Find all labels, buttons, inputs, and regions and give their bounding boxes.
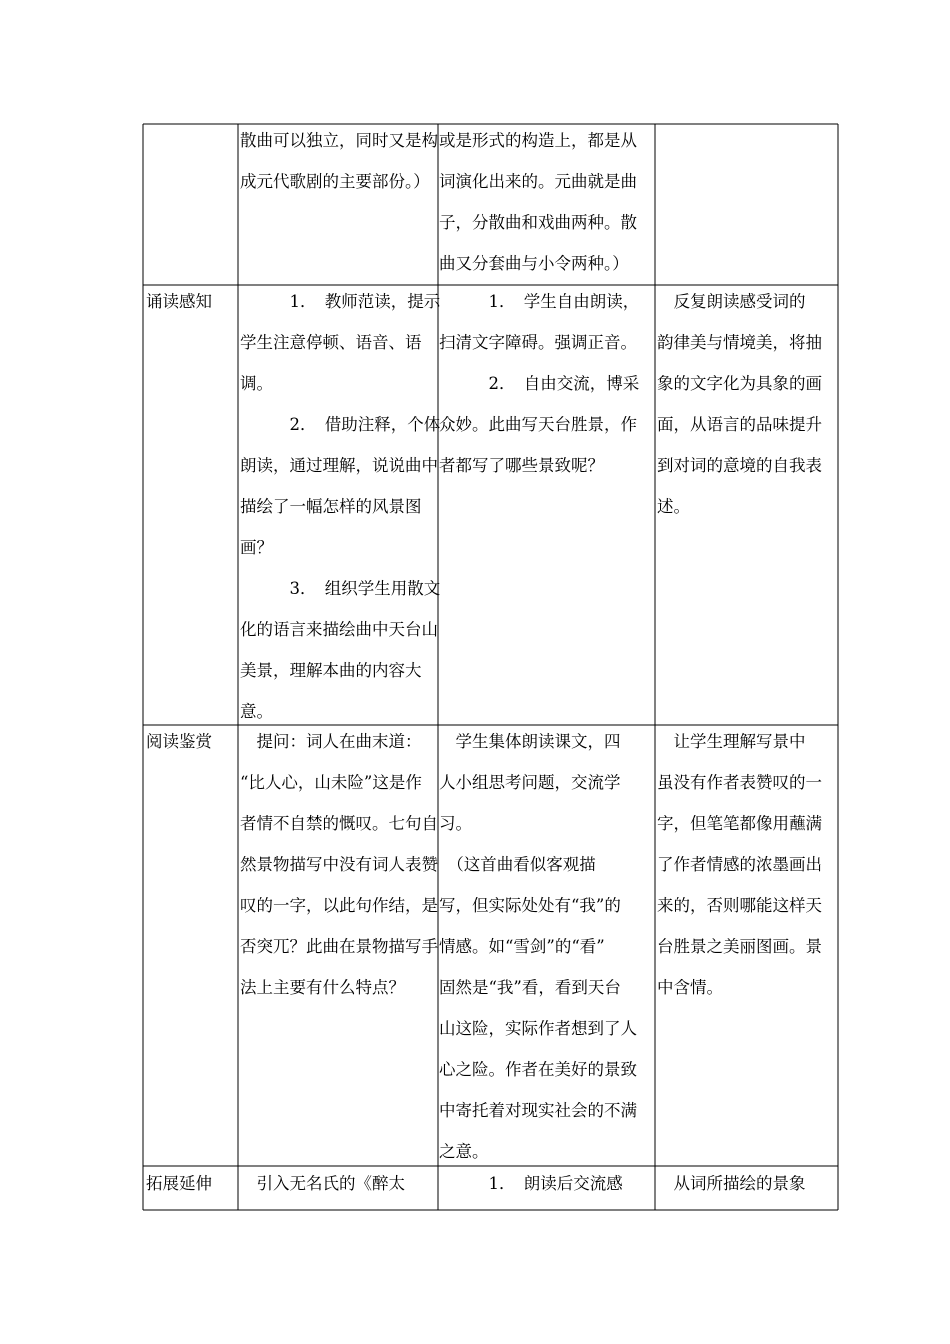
text-line: 写，但实际处处有“我”的: [439, 896, 621, 915]
table-cell-row0-col3: [439, 120, 637, 284]
text-line: 众妙。此曲写天台胜景，作: [439, 415, 637, 434]
table-cell-row0-col2: [240, 120, 438, 202]
text-line: （这首曲看似客观描: [439, 855, 596, 874]
text-line: 3． 组织学生用散文: [273, 579, 441, 598]
table-cell-row3-col4: [657, 1163, 806, 1204]
text-line: 固然是“我”看，看到天台: [439, 978, 621, 997]
text-line: 化的语言来描绘曲中天台山: [240, 620, 438, 639]
text-line: 人小组思考问题，交流学: [439, 773, 621, 792]
text-line: 成元代歌剧的主要部份。）: [240, 172, 430, 191]
text-line: 了作者情感的浓墨画出: [657, 855, 822, 874]
text-line: 虽没有作者表赞叹的一: [657, 773, 822, 792]
text-line: 子，分散曲和戏曲两种。散: [439, 213, 637, 232]
table-cell-row2-label: [146, 721, 212, 762]
table-cell-row1-col4: [657, 281, 822, 527]
row-label: 拓展延伸: [146, 1174, 212, 1193]
table-cell-row3-label: [146, 1163, 212, 1204]
text-line: 2． 借助注释，个体: [273, 415, 441, 434]
text-line: 到对词的意境的自我表: [657, 456, 822, 475]
text-line: 学生集体朗读课文，四: [439, 732, 621, 751]
row-label: 诵读感知: [146, 292, 212, 311]
text-line: 中含情。: [657, 978, 723, 997]
text-line: 之意。: [439, 1142, 489, 1161]
text-line: 散曲可以独立，同时又是构: [240, 131, 438, 150]
table-cell-row2-col2: [240, 721, 438, 1008]
text-line: 面，从语言的品味提升: [657, 415, 822, 434]
row-label: 阅读鉴赏: [146, 732, 212, 751]
text-line: 描绘了一幅怎样的风景图: [240, 497, 422, 516]
text-line: 词演化出来的。元曲就是曲: [439, 172, 637, 191]
text-line: 韵律美与情境美，将抽: [657, 333, 822, 352]
text-line: 述。: [657, 497, 690, 516]
text-line: 或是形式的构造上，都是从: [439, 131, 637, 150]
text-line: 象的文字化为具象的画: [657, 374, 822, 393]
text-line: 叹的一字，以此句作结，是: [240, 896, 438, 915]
text-line: 2． 自由交流，博采: [472, 374, 640, 393]
text-line: 反复朗读感受词的: [657, 292, 806, 311]
table-cell-row1-col3: [439, 281, 639, 486]
text-line: 扫清文字障碍。强调正音。: [439, 333, 637, 352]
text-line: 台胜景之美丽图画。景: [657, 937, 822, 956]
text-line: 字，但笔笔都像用蘸满: [657, 814, 822, 833]
text-line: 1． 学生自由朗读，: [472, 292, 640, 311]
text-line: 然景物描写中没有词人表赞: [240, 855, 438, 874]
text-line: 山这险，实际作者想到了人: [439, 1019, 637, 1038]
text-line: 来的，否则哪能这样天: [657, 896, 822, 915]
table-cell-row1-label: [146, 281, 212, 322]
text-line: 美景，理解本曲的内容大: [240, 661, 422, 680]
text-line: 让学生理解写景中: [657, 732, 806, 751]
text-line: 中寄托着对现实社会的不满: [439, 1101, 637, 1120]
table-cell-row3-col2: [240, 1163, 405, 1204]
text-line: 习。: [439, 814, 472, 833]
table-cell-row1-col2: [240, 281, 440, 732]
text-line: “比人心，山未险”这是作: [240, 773, 422, 792]
text-line: 引入无名氏的《醉太: [240, 1174, 405, 1193]
text-line: 法上主要有什么特点？: [240, 978, 405, 997]
text-line: 提问：词人在曲末道：: [240, 732, 422, 751]
text-line: 学生注意停顿、语音、语: [240, 333, 422, 352]
text-line: 1． 教师范读，提示: [273, 292, 441, 311]
text-line: 心之险。作者在美好的景致: [439, 1060, 637, 1079]
text-line: 调。: [240, 374, 273, 393]
text-line: 意。: [240, 702, 273, 721]
text-line: 画？: [240, 538, 273, 557]
text-line: 否突兀？此曲在景物描写手: [240, 937, 438, 956]
table-cell-row3-col3: [439, 1163, 623, 1204]
table-cell-row2-col3: [439, 721, 637, 1172]
text-line: 者都写了哪些景致呢？: [439, 456, 604, 475]
text-line: 曲又分套曲与小令两种。）: [439, 254, 629, 273]
text-line: 者情不自禁的慨叹。七句自: [240, 814, 438, 833]
text-line: 从词所描绘的景象: [657, 1174, 806, 1193]
text-line: 朗读，通过理解，说说曲中: [240, 456, 438, 475]
text-line: 情感。如“雪剑”的“看”: [439, 937, 605, 956]
text-line: 1． 朗读后交流感: [472, 1174, 623, 1193]
table-cell-row2-col4: [657, 721, 822, 1008]
